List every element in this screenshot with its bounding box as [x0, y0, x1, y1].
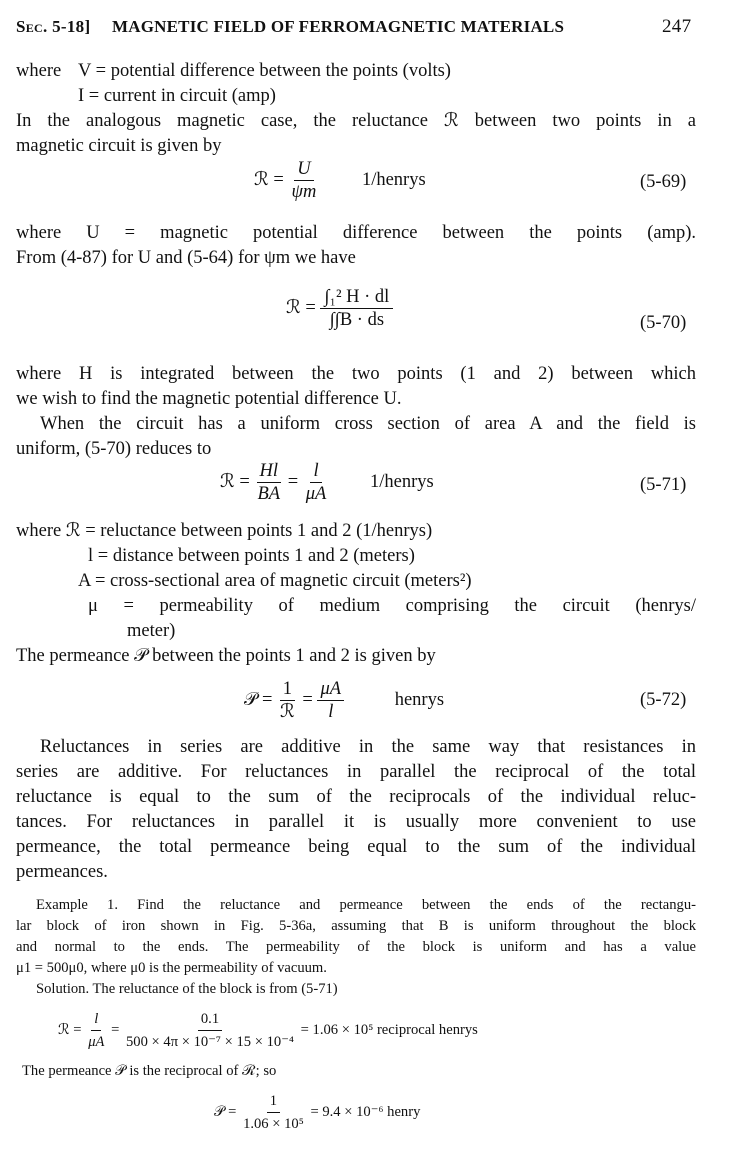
text-line: where U = magnetic potential difference between the points (amp). — [16, 223, 696, 243]
text-line: series are additive. For reluctances in parallel the reciprocal of the total — [16, 762, 696, 782]
example-line: and normal to the ends. The permeability of the block is uniform and has a value — [16, 939, 696, 955]
example-line: μ1 = 500μ0, where μ0 is the permeability of vacuum. — [16, 960, 327, 976]
example-line: Solution. The reluctance of the block is from (5-71) — [36, 981, 338, 997]
example-equation-permeance: 𝒫 = $\frac{1}{\text{1.06 × 10⁵}}$ = 9.4 × 10⁻⁶ henry — [214, 1090, 420, 1135]
text-line: In the analogous magnetic case, the reluctance ℛ between two points in a — [16, 111, 696, 131]
text-line: uniform, (5-70) reduces to — [16, 439, 212, 459]
text-line: A = cross-sectional area of magnetic circuit (meters²) — [78, 571, 472, 591]
text-line: From (4-87) for U and (5-64) for ψm we have — [16, 248, 356, 268]
text-line: permeances. — [16, 862, 108, 882]
text-line: The permeance 𝒫 between the points 1 and 2 is given by — [16, 646, 436, 666]
text-line: permeance, the total permeance being equal to the sum of the individual — [16, 837, 696, 857]
text-line: we wish to find the magnetic potential difference U. — [16, 389, 402, 409]
example-line: The permeance 𝒫 is the reciprocal of ℛ; so — [22, 1063, 277, 1079]
equation-5-69: ℛ = $\frac{U}{\psi m}$ 1/henrys — [254, 159, 426, 202]
text-line: Reluctances in series are additive in the same way that resistances in — [40, 737, 696, 757]
equation-5-72: 𝒫 = $\frac{1}{\text{ℛ}}$ = $\frac{\mu A}{l}$ henrys — [244, 679, 445, 722]
equation-number: (5-69) — [640, 172, 687, 192]
text-line: magnetic circuit is given by — [16, 136, 222, 156]
section-label: Sec. 5-18] — [16, 17, 91, 36]
text-line: reluctance is equal to the sum of the reciprocals of the individual reluc- — [16, 787, 696, 807]
text-line: tances. For reluctances in parallel it is usually more convenient to use — [16, 812, 696, 832]
text-line: where V = potential difference between the points (volts) — [16, 61, 451, 81]
text-line: where H is integrated between the two points (1 and 2) between which — [16, 364, 696, 384]
equation-number: (5-71) — [640, 475, 687, 495]
equation-number: (5-72) — [640, 690, 687, 710]
text-line: μ = permeability of medium comprising the circuit (henrys/ — [88, 596, 696, 616]
text-line: meter) — [127, 621, 176, 641]
equation-5-71: ℛ = $\frac{Hl}{BA}$ = $\frac{l}{\mu A}$ 1/henrys — [220, 461, 434, 504]
equation-5-70: ℛ = $\frac{\text{∫₁² H · dl}}{\int\int B \cdot ds}$ — [286, 286, 393, 331]
text-line: where ℛ = reluctance between points 1 and 2 (1/henrys) — [16, 521, 433, 541]
equation-number: (5-70) — [640, 313, 687, 333]
text-line: When the circuit has a uniform cross section of area A and the field is — [40, 414, 696, 434]
running-header — [16, 16, 692, 38]
example-equation-reluctance: ℛ = $\frac{l}{\mu A}$ = $\frac{0.1}{\text{500 × 4π × 10⁻⁷ × 15 × 10⁻⁴}}$ = 1.06 × 10⁵ reciprocal henrys — [58, 1008, 478, 1053]
example-line: Example 1. Find the reluctance and permeance between the ends of the rectangu- — [36, 897, 696, 913]
text-line: l = distance between points 1 and 2 (meters) — [88, 546, 415, 566]
chapter-title: MAGNETIC FIELD OF FERROMAGNETIC MATERIALS — [112, 17, 565, 36]
text-line: I = current in circuit (amp) — [78, 86, 276, 106]
page-number: 247 — [662, 16, 692, 37]
example-line: lar block of iron shown in Fig. 5-36a, assuming that B is uniform throughout the block — [16, 918, 696, 934]
